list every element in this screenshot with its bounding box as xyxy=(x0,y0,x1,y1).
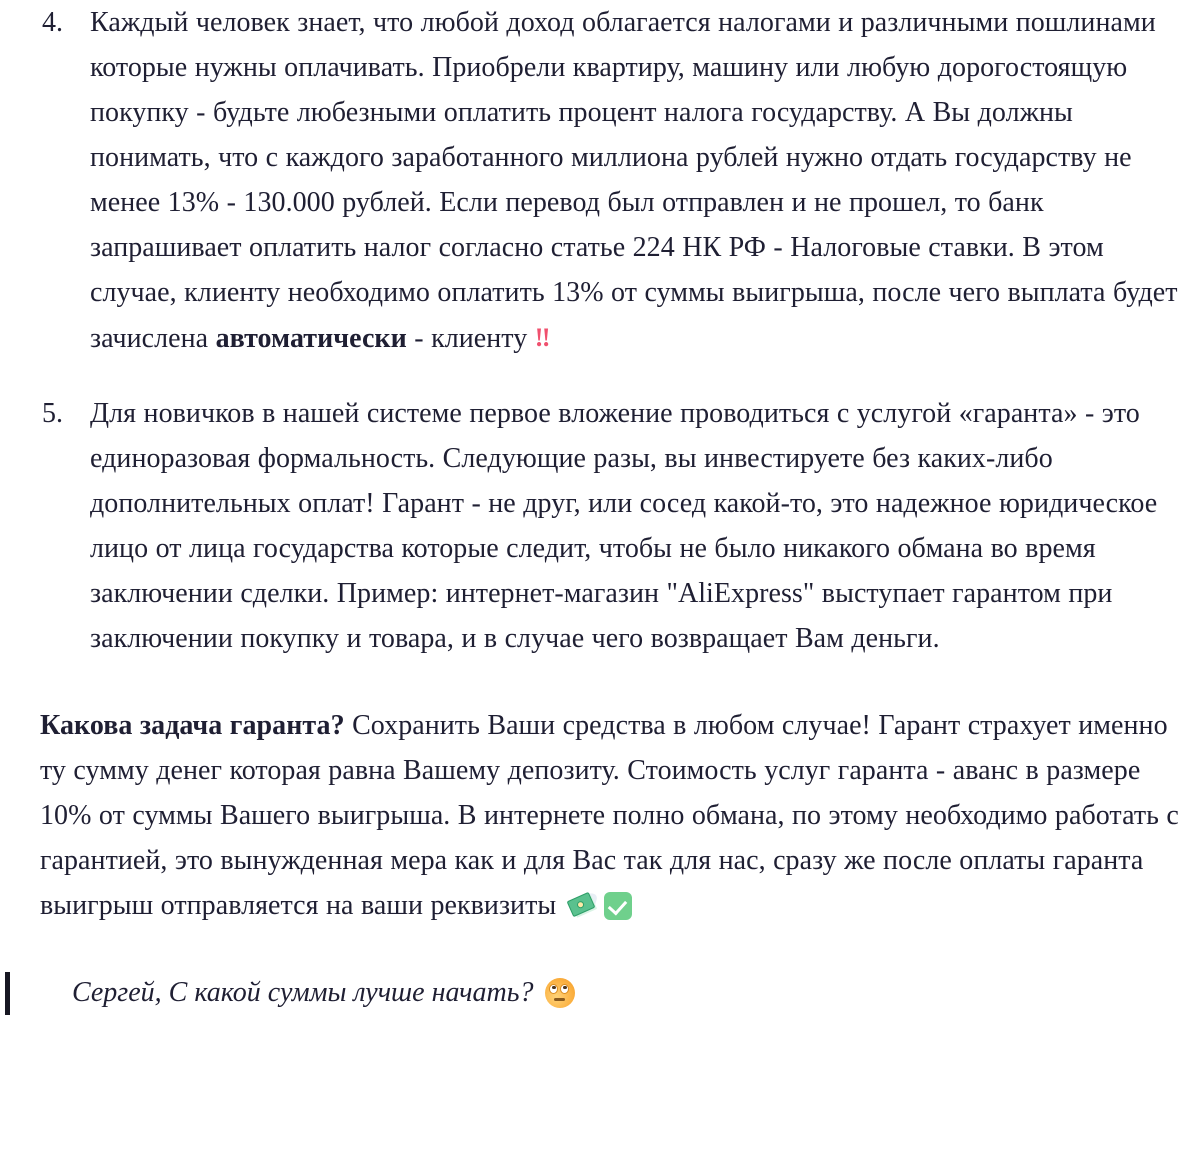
check-mark-button-icon xyxy=(604,892,632,920)
quote-block xyxy=(0,968,1181,1017)
quote-text: Сергей, С какой суммы лучше начать? xyxy=(72,977,541,1008)
list-item-text-5 xyxy=(90,391,1181,661)
list-item-4-tail: - клиенту xyxy=(406,323,535,354)
blockquote xyxy=(40,968,1181,1017)
paragraph-body-text: Сохранить Ваши средства в любом случае! Гарант страхует именно ту сумму денег которая равна Вашему депозиту. Стоимость услуг гаранта - аванс в размере 10% от суммы Вашего выигрыша. В интернете полно обмана, по этому необходимо работать с гарантией, это вынужденная мера как и для Вас так для нас, сразу же после оплаты гаранта выигрыш отправляется на ваши реквизиты xyxy=(40,710,1179,921)
list-marker-5: 5. xyxy=(42,398,63,429)
guarantor-paragraph-block xyxy=(0,703,1181,928)
guarantor-paragraph xyxy=(0,703,1181,928)
list-item-5-body: Для новичков в нашей системе первое вложение проводиться с услугой «гаранта» - это единоразовая формальность. Следующие разы, вы инвестируете без каких-либо дополнительных оплат! Гарант - не друг, или сосед какой-то, это надежное юридическое лицо от лица государства которые следит, чтобы не было никакого обмана во время заключении сделки. Пример: интернет-магазин "AliExpress" выступает гарантом при заключении покупку и товара, и в случае чего возвращает Вам деньги. xyxy=(90,398,1158,654)
emphasis-automatically: автоматически xyxy=(215,323,407,354)
list-marker-4: 4. xyxy=(42,7,63,38)
money-with-wings-icon xyxy=(566,891,596,919)
list-item-4-body: Каждый человек знает, что любой доход облагается налогами и различными пошлинами которые нужны оплачивать. Приобрели квартиру, машину или любую дорогостоящую покупку - будьте любезными оплатить процент налога государству. А Вы должны понимать, что с каждого заработанного миллиона рублей нужно отдать государству не менее 13% - 130.000 рублей. Если перевод был отправлен и не прошел, то банк запрашивает оплатить налог согласно статье 224 НК РФ - Налоговые ставки. В этом случае, клиенту необходимо оплатить 13% от суммы выигрыша, после чего выплата будет зачислена xyxy=(90,7,1178,354)
double-exclamation-mark-icon: ‼ xyxy=(534,323,547,352)
list-item xyxy=(0,391,1181,661)
face-with-rolling-eyes-icon xyxy=(545,978,575,1008)
list-item-text-4 xyxy=(90,0,1181,361)
list-item xyxy=(0,0,1181,361)
paragraph-lead-question: Какова задача гаранта? xyxy=(40,710,345,741)
